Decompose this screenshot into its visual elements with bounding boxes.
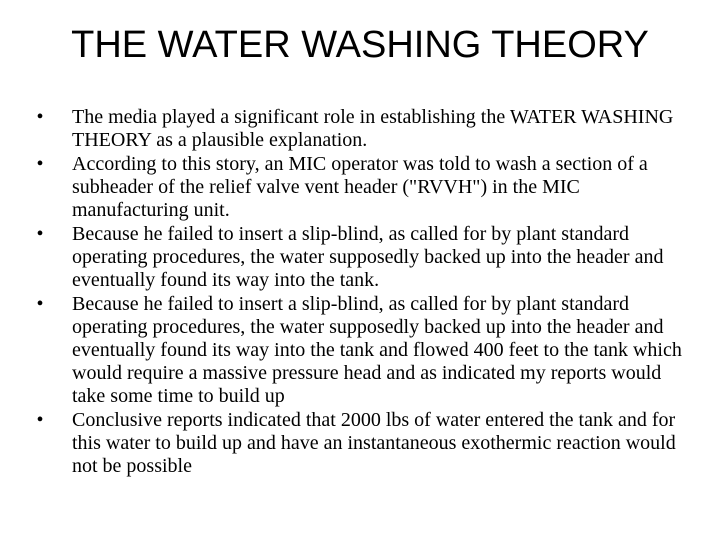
bullet-item [30, 293, 690, 408]
bullet-icon: • [36, 223, 44, 245]
bullet-text: According to this story, an MIC operator was told to wash a section of a subheader of the relief valve vent header ("RVVH") in the MIC manufacturing unit. [72, 153, 648, 221]
bullet-item [30, 409, 690, 478]
bullet-item [30, 153, 690, 222]
bullet-item [30, 223, 690, 292]
slide-title: THE WATER WASHING THEORY [71, 24, 649, 66]
bullet-text: Conclusive reports indicated that 2000 lbs of water entered the tank and for this water to build up and have an instantaneous exothermic reaction would not be possible [72, 409, 676, 477]
bullet-icon: • [36, 409, 44, 431]
bullet-list [30, 106, 690, 479]
bullet-text: The media played a significant role in establishing the WATER WASHING THEORY as a plausible explanation. [72, 106, 674, 151]
bullet-icon: • [36, 293, 44, 315]
bullet-item [30, 106, 690, 152]
bullet-text: Because he failed to insert a slip-blind, as called for by plant standard operating procedures, the water supposedly backed up into the header and eventually found its way into the tank and flowed 400 feet to the tank which would require a massive pressure head and as indicated my reports would take some time to build up [72, 293, 682, 407]
bullet-icon: • [36, 106, 44, 128]
bullet-text: Because he failed to insert a slip-blind, as called for by plant standard operating procedures, the water supposedly backed up into the header and eventually found its way into the tank. [72, 223, 664, 291]
bullet-icon: • [36, 153, 44, 175]
